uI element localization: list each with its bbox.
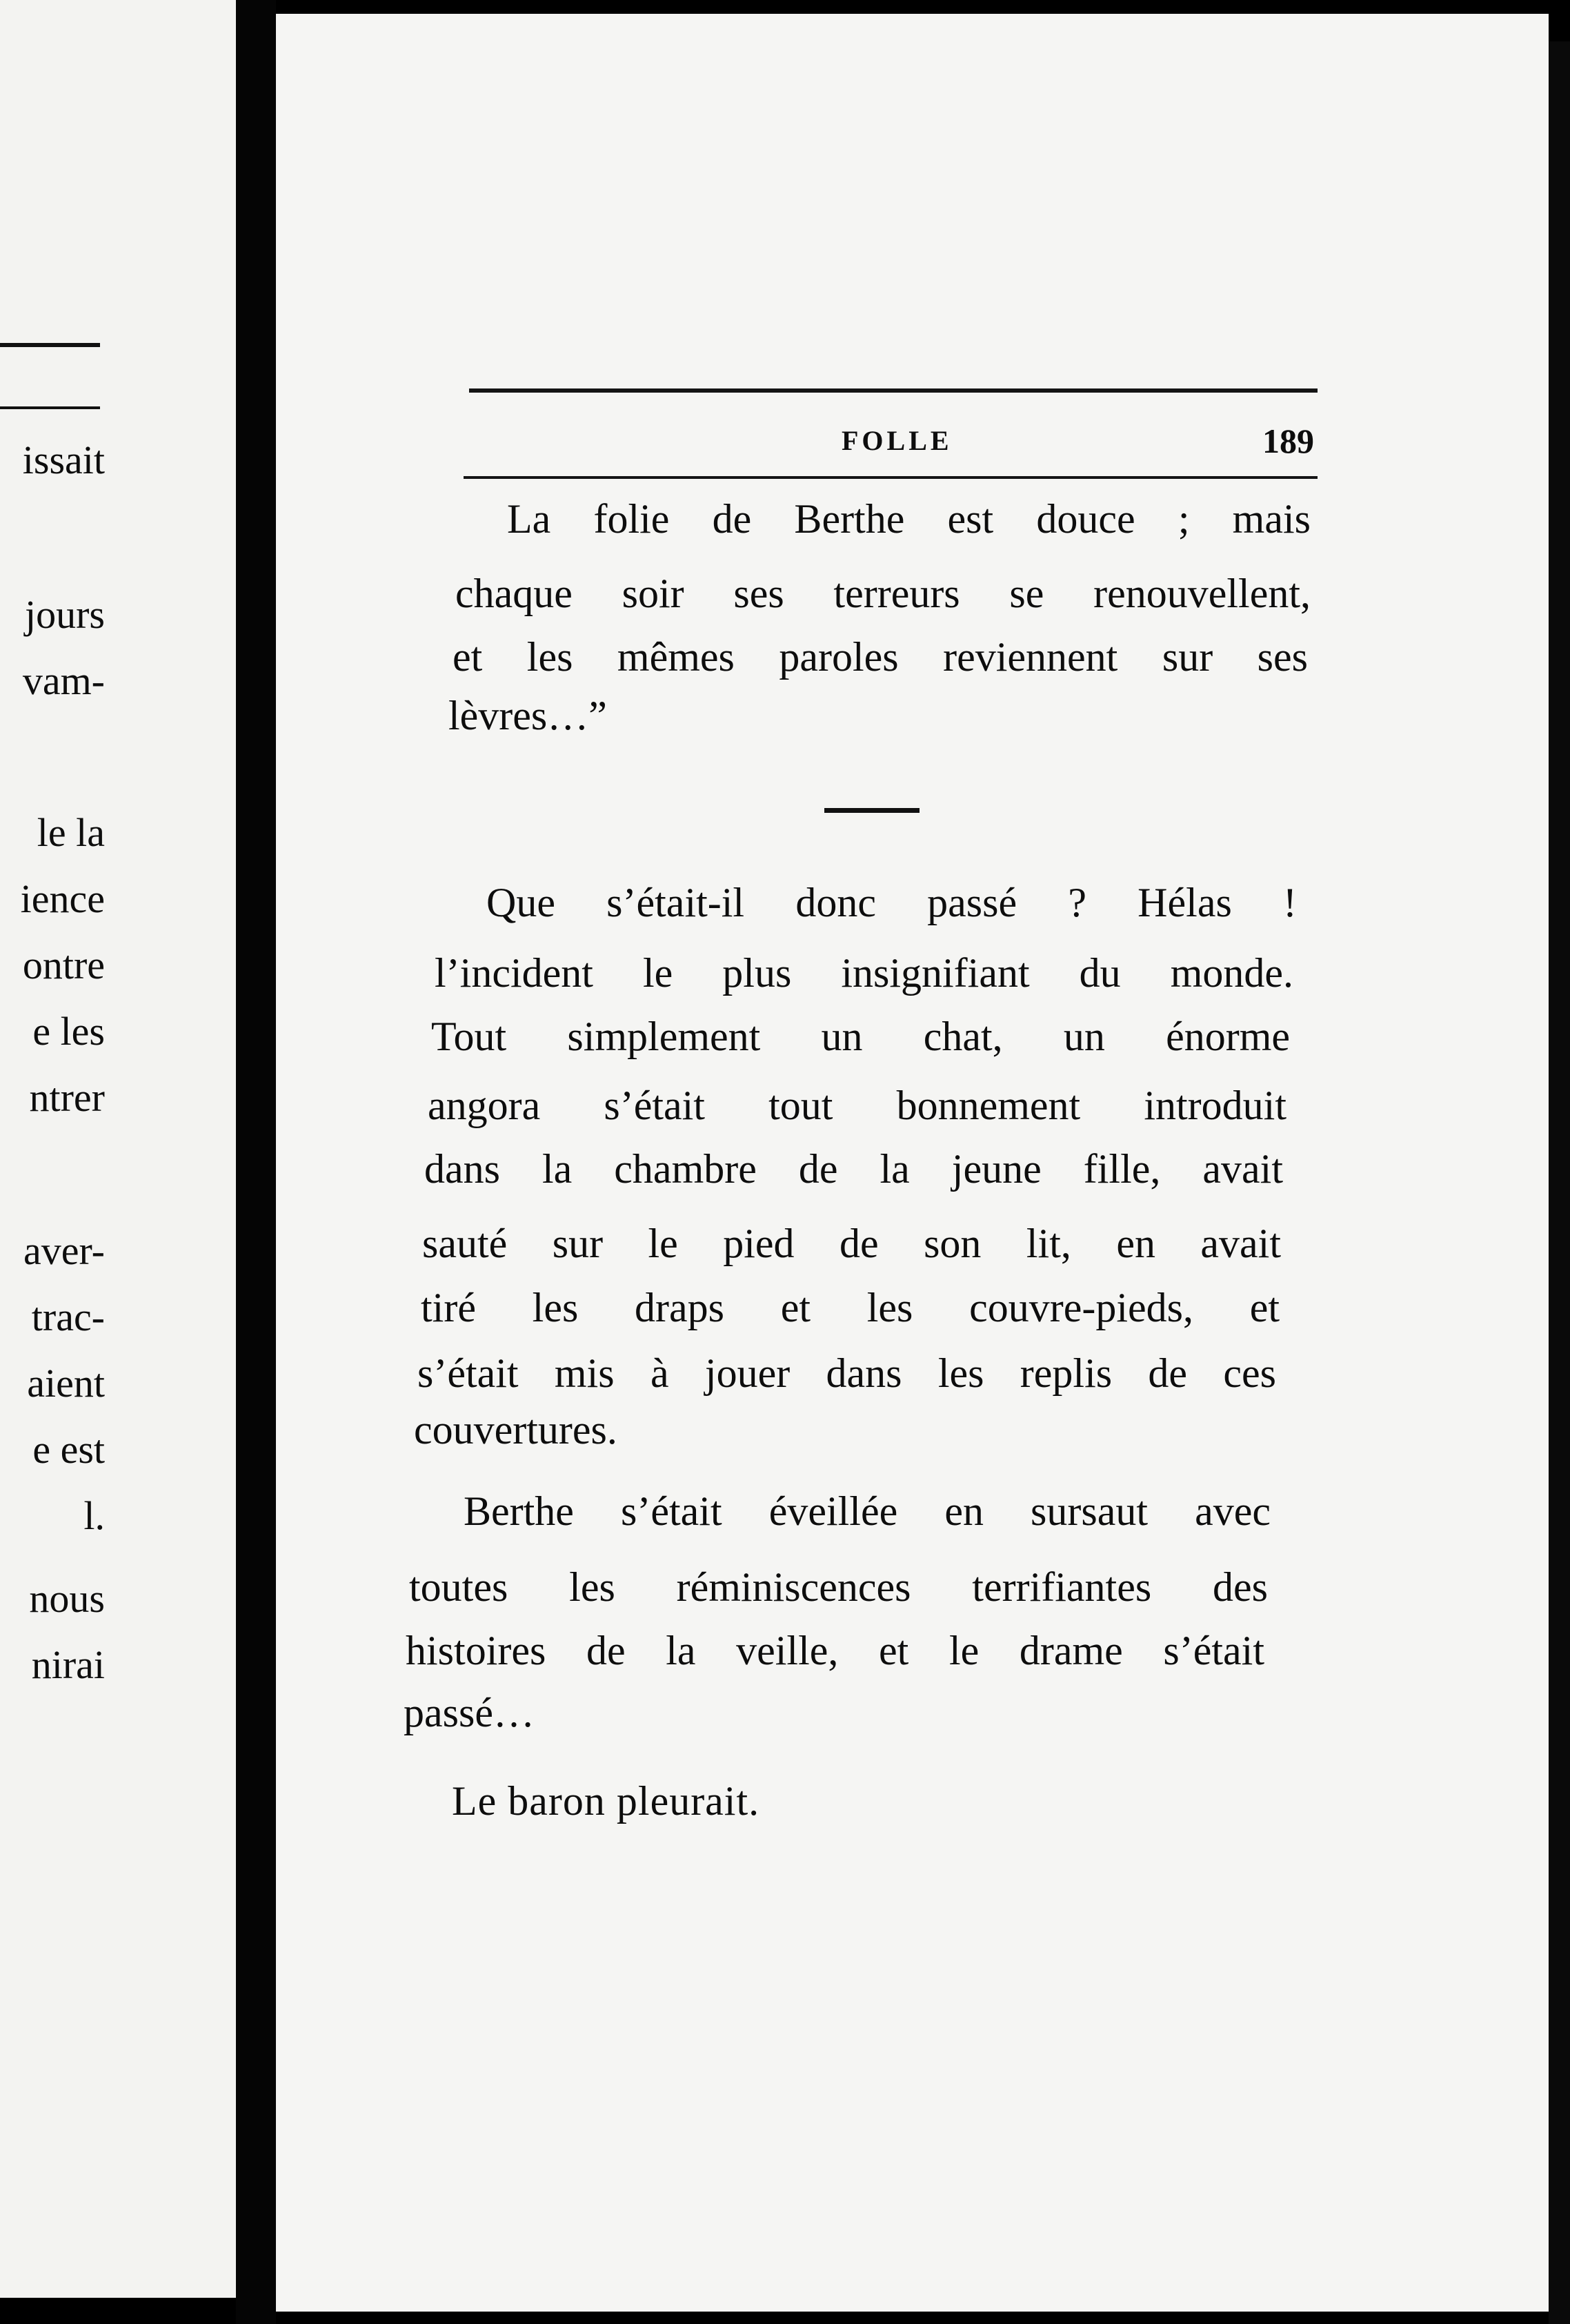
left-header-rule-bottom [0,406,100,409]
text-line: Le baron pleurait. [452,1778,760,1824]
left-text-line: issait [22,437,105,482]
left-text-line: nous [29,1576,105,1621]
text-line: l’incident le plus insignifiant du monde. [435,950,1293,996]
section-divider [824,808,920,813]
text-line: toutes les réminiscences terrifiantes des [409,1564,1268,1610]
text-line: et les mêmes paroles reviennent sur ses [453,634,1308,680]
left-text-line: trac- [31,1294,105,1339]
left-text-line: e les [32,1009,105,1054]
page-edge [1549,41,1570,2324]
page-number: 189 [1262,422,1314,460]
left-text-line: e est [32,1427,105,1472]
previous-page-fragment [0,0,257,2298]
header-rule-top [469,388,1318,393]
left-text-line: aver- [23,1228,105,1273]
left-text-line: le la [37,810,105,855]
left-text-line: jours [25,592,105,637]
header-rule-bottom [464,476,1318,479]
text-line: chaque soir ses terreurs se renouvellent, [455,571,1311,616]
text-line: Que s’était-il donc passé ? Hélas ! [486,880,1297,925]
text-line: La folie de Berthe est douce ; mais [507,496,1311,542]
left-text-line: aient [27,1361,105,1406]
text-line: Berthe s’était éveillée en sursaut avec [464,1488,1271,1534]
text-line: tiré les draps et les couvre-pieds, et [421,1285,1280,1330]
text-line: s’était mis à jouer dans les replis de ces [417,1350,1276,1396]
left-text-line: ontre [22,943,105,987]
left-text-line: vam- [22,658,105,703]
left-header-rule-top [0,343,100,347]
running-title: FOLLE [842,425,953,456]
text-line: lèvres…” [448,693,607,738]
left-text-line: l. [83,1493,105,1538]
book-gutter [236,0,276,2324]
text-line: angora s’était tout bonnement introduit [428,1083,1286,1128]
text-line: dans la chambre de la jeune fille, avait [424,1146,1283,1192]
text-line: histoires de la veille, et le drame s’était [406,1628,1264,1673]
text-line: couvertures. [414,1407,617,1452]
left-text-line: nirai [31,1642,105,1687]
text-line: Tout simplement un chat, un énorme [431,1014,1290,1059]
text-line: passé… [404,1690,535,1735]
text-line: sauté sur le pied de son lit, en avait [422,1221,1281,1266]
left-text-line: ntrer [29,1075,105,1120]
left-text-line: ience [20,876,105,921]
